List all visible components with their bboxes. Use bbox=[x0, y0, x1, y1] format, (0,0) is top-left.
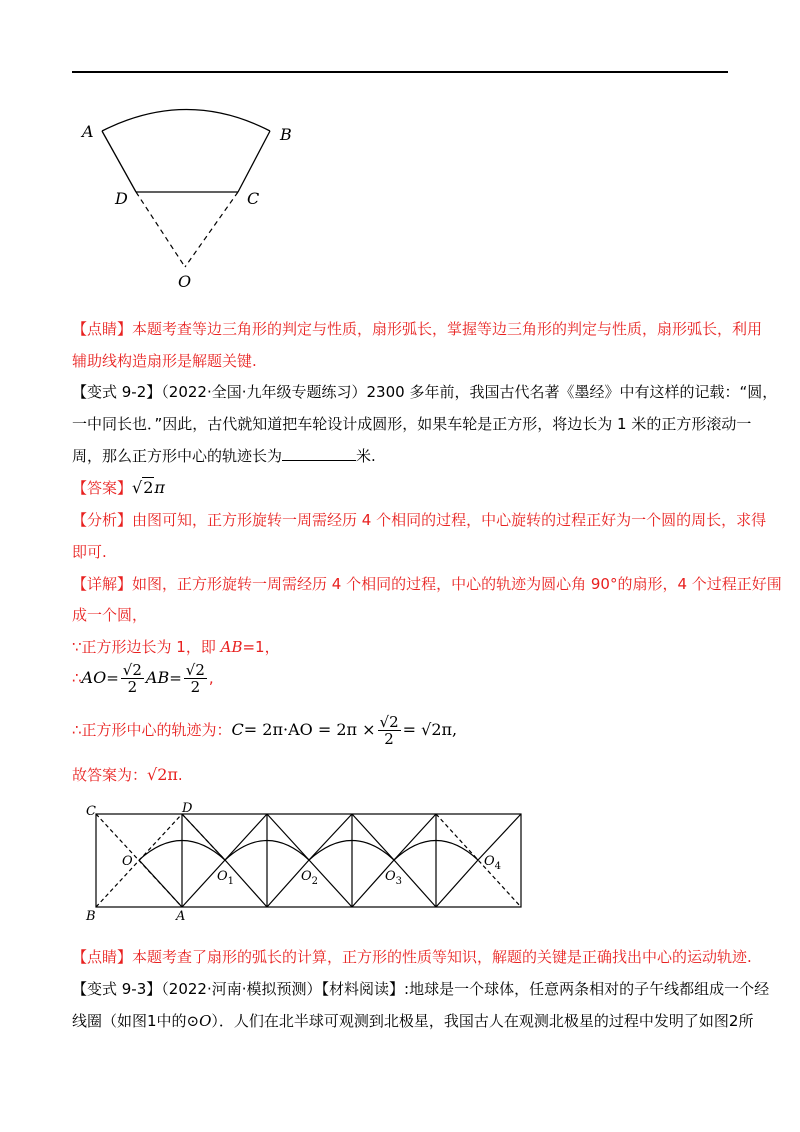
label-o3-letter: O bbox=[385, 869, 396, 884]
label-o2-letter: O bbox=[301, 869, 312, 884]
diag-14 bbox=[436, 860, 478, 907]
eq1-fraction-2 bbox=[184, 662, 207, 695]
variant-9-3-source: （2022·河南·模拟预测） bbox=[161, 980, 322, 998]
label-o: O bbox=[178, 272, 192, 291]
dashed-co bbox=[185, 192, 238, 267]
label-c: C bbox=[247, 189, 260, 208]
eq2-fraction bbox=[378, 714, 401, 747]
answer-value: √2 bbox=[132, 478, 154, 497]
final-prefix: 故答案为： bbox=[72, 766, 148, 784]
eq1-lhs: AO bbox=[81, 668, 107, 687]
final-answer-line bbox=[72, 764, 742, 786]
detail-line3-math: AB bbox=[220, 638, 243, 656]
dashed-do bbox=[136, 192, 185, 267]
eq1-equals-2: = bbox=[169, 669, 182, 687]
variant-9-3-text: :地球是一个球体，任意两条相对的子午线都组成一个经 bbox=[404, 980, 770, 998]
final-value: √2π bbox=[147, 765, 178, 784]
eq1-num-2: √2 bbox=[185, 661, 205, 679]
rolling-square-figure bbox=[78, 800, 528, 925]
variant-9-3-line2-after: ）．人们在北半球可观测到北极星，我国古人在观测北极星的过程中发明了如图2所 bbox=[211, 1012, 754, 1030]
dianjing-2-line bbox=[72, 946, 752, 968]
eq1-therefore: ∴ bbox=[72, 669, 82, 687]
dianjing-2-text: 本题考查了扇形的弧长的计算，正方形的性质等知识，解题的关键是正确找出中心的运动轨迹. bbox=[132, 948, 752, 966]
label-o: O bbox=[122, 854, 133, 869]
label-b2: B bbox=[86, 909, 96, 924]
label-o4-sub: 4 bbox=[494, 861, 502, 872]
label-a2: A bbox=[176, 909, 186, 924]
eq2-den: 2 bbox=[384, 730, 394, 748]
variant-9-2-line1 bbox=[72, 381, 778, 403]
label-o4-letter: O bbox=[484, 854, 495, 869]
arc-ab bbox=[102, 110, 270, 132]
label-o3 bbox=[385, 869, 402, 887]
final-end: . bbox=[177, 766, 183, 784]
answer-tag: 【答案】 bbox=[72, 479, 133, 497]
variant-9-2-line2: 一中同长也．”因此，古代就知道把车轮设计成圆形，如果车轮是正方形，将边长为 1 米的正方形滚动一 bbox=[72, 415, 752, 433]
label-o1 bbox=[217, 869, 234, 887]
variant-text-before-blank: 周，那么正方形中心的轨迹长为 bbox=[72, 447, 283, 465]
variant-9-3-line2 bbox=[72, 1010, 754, 1032]
label-o1-letter: O bbox=[217, 869, 228, 884]
variant-9-3-line1 bbox=[72, 978, 770, 1000]
eq1-den: 2 bbox=[127, 678, 138, 696]
label-a: A bbox=[82, 122, 94, 141]
diag-1 bbox=[139, 860, 182, 907]
diag-7 bbox=[309, 814, 352, 860]
analysis-line2: 即可. bbox=[72, 543, 107, 561]
eq1-mid: AB bbox=[145, 668, 170, 687]
sector-figure bbox=[72, 100, 312, 300]
eq1-equals: = bbox=[106, 669, 119, 687]
dianjing-1-line2: 辅助线构造扇形是解题关键. bbox=[72, 352, 257, 370]
label-o3-sub: 3 bbox=[395, 876, 403, 887]
analysis-tag: 【分析】 bbox=[72, 511, 133, 529]
segment-bc bbox=[238, 131, 270, 192]
eq1-den-2: 2 bbox=[190, 678, 201, 696]
label-d2: D bbox=[182, 801, 193, 816]
eq1-num: √2 bbox=[122, 661, 142, 679]
detail-line2: 成一个圆， bbox=[72, 606, 148, 624]
variant-text-after-blank: 米. bbox=[356, 447, 376, 465]
variant-source: （2022·全国·九年级专题练习） bbox=[161, 383, 367, 401]
label-o2-sub: 2 bbox=[311, 876, 319, 887]
eq2-mid: = 2π·AO = 2π × bbox=[243, 720, 376, 739]
answer-radicand: 2 bbox=[143, 478, 154, 497]
variant-text: 2300 多年前，我国古代名著《墨经》中有这样的记载：“圆， bbox=[366, 383, 778, 401]
detail-line3-suffix: =1， bbox=[242, 638, 280, 656]
eq1-fraction-1 bbox=[121, 662, 144, 695]
equation-c bbox=[72, 712, 742, 752]
eq2-prefix: ∴正方形中心的轨迹为： bbox=[72, 721, 232, 739]
detail-line3-prefix: ∵正方形边长为 1，即 bbox=[72, 638, 221, 656]
dianjing-text: 本题考查等边三角形的判定与性质，扇形弧长，掌握等边三角形的判定与性质，扇形弧长，利用 bbox=[132, 320, 763, 338]
variant-9-3-tag2: 【材料阅读】 bbox=[321, 980, 405, 998]
circle-o-symbol: ⊙O bbox=[186, 1012, 212, 1030]
detail-line3 bbox=[72, 636, 742, 658]
diag-8 bbox=[267, 814, 309, 860]
variant-tag: 【变式 9-2】 bbox=[72, 383, 162, 401]
detail-line1 bbox=[72, 573, 782, 595]
dianjing-tag: 【点睛】 bbox=[72, 320, 133, 338]
detail-text: 如图，正方形旋转一周需经历 4 个相同的过程，中心的轨迹为圆心角 90°的扇形，4 个过程正好围 bbox=[132, 575, 782, 593]
segment-ad bbox=[102, 131, 136, 192]
diag-11 bbox=[394, 814, 436, 860]
analysis-text: 由图可知，正方形旋转一周需经历 4 个相同的过程，中心旋转的过程正好为一个圆的周长，求得 bbox=[132, 511, 767, 529]
label-o1-sub: 1 bbox=[227, 876, 235, 887]
diag-3 bbox=[225, 814, 267, 860]
label-c2: C bbox=[86, 804, 96, 819]
diag-12 bbox=[352, 814, 394, 860]
answer-blank bbox=[282, 446, 356, 461]
answer-pi: π bbox=[154, 478, 165, 497]
answer-line bbox=[72, 477, 742, 499]
label-o4 bbox=[484, 854, 501, 872]
eq2-result: = √2π, bbox=[402, 720, 458, 739]
analysis-line1 bbox=[72, 509, 767, 531]
eq1-end: , bbox=[208, 669, 214, 687]
label-b: B bbox=[280, 125, 292, 144]
variant-9-3-line2-before: 线圈（如图1中的 bbox=[72, 1012, 187, 1030]
label-d: D bbox=[115, 189, 128, 208]
dianjing-2-tag: 【点睛】 bbox=[72, 948, 133, 966]
eq2-c: C bbox=[231, 720, 244, 739]
variant-9-2-line3 bbox=[72, 445, 742, 467]
label-o2 bbox=[301, 869, 318, 887]
eq2-num: √2 bbox=[379, 713, 399, 731]
detail-tag: 【详解】 bbox=[72, 575, 133, 593]
dianjing-1-line1 bbox=[72, 318, 763, 340]
equation-ao bbox=[72, 660, 742, 700]
variant-9-3-tag: 【变式 9-3】 bbox=[72, 980, 162, 998]
header-rule bbox=[72, 71, 728, 73]
